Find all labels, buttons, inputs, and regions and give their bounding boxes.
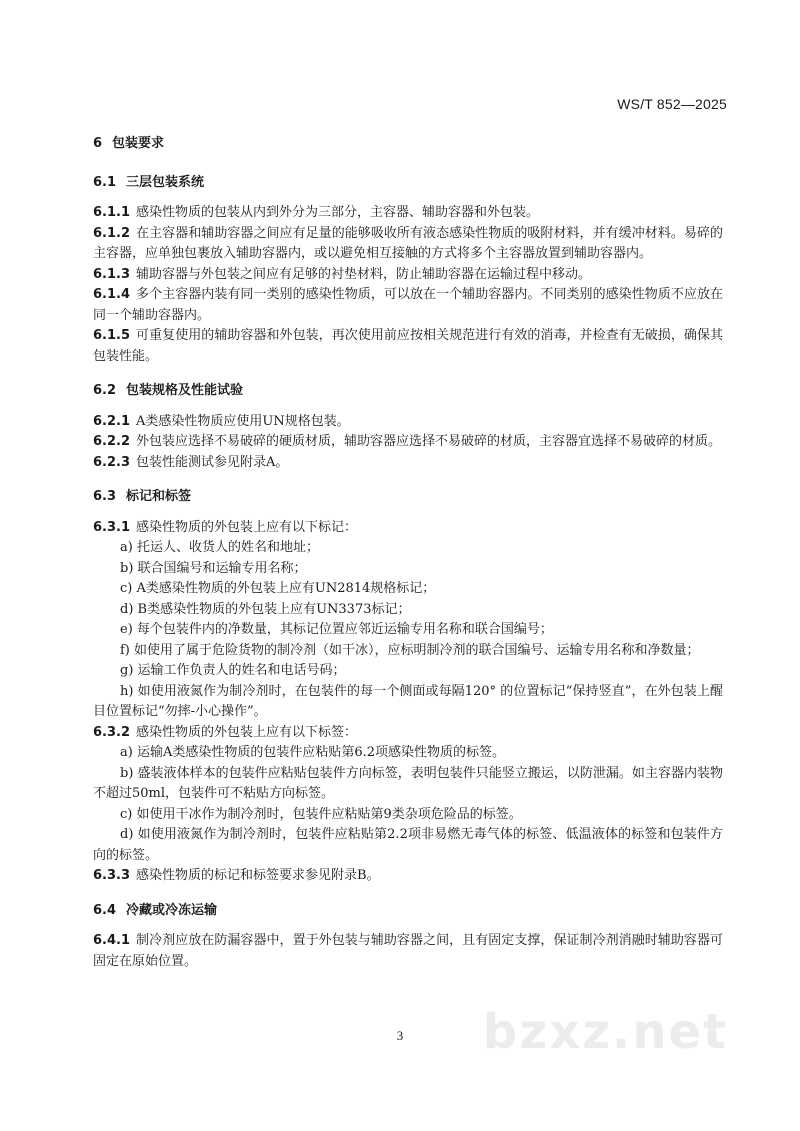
clause-6-3-2 <box>93 723 723 744</box>
clause-6-2-1 <box>93 412 723 433</box>
clause-number: 6.2.1 <box>93 413 131 429</box>
subsection-title: 冷藏或冷冻运输 <box>126 902 218 918</box>
clause-6-2-3 <box>93 453 723 474</box>
standard-code: WS/T 852—2025 <box>617 96 727 112</box>
clause-text: 感染性物质的外包装上应有以下标记： <box>136 519 358 535</box>
clause-number: 6.1.3 <box>93 266 131 282</box>
list-item: b) 联合国编号和运输专用名称； <box>120 560 307 576</box>
clause-text: 多个主容器内装有同一类别的感染性物质，可以放在一个辅助容器内。不同类别的感染性物质不应放在同一个辅助容器内。 <box>93 287 723 323</box>
clause-number: 6.3.1 <box>93 519 131 535</box>
clause-number: 6.3.3 <box>93 868 131 883</box>
clause-text: 包装性能测试参见附录A。 <box>136 454 289 470</box>
clause-number: 6.3.2 <box>93 724 131 740</box>
clause-number: 6.2.2 <box>93 434 131 449</box>
subsection-heading-6-2 <box>93 381 723 402</box>
clause-number: 6.1.1 <box>93 205 131 220</box>
list-item: h) 如使用液氮作为制冷剂时，在包装件的每一个侧面或每隔120° 的位置标记“保持竖直”，在外包装上醒目位置标记“勿摔-小心操作”。 <box>93 683 723 719</box>
list-item: c) 如使用干冰作为制冷剂时，包装件应粘贴第9类杂项危险品的标签。 <box>120 806 522 822</box>
clause-text: 在主容器和辅助容器之间应有足量的能够吸收所有液态感染性物质的吸附材料，并有缓冲材料。易碎的主容器，应单独包裹放入辅助容器内，或以避免相互接触的方式将多个主容器放置到辅助容器内。 <box>93 225 723 261</box>
clause-text: 感染性物质的包装从内到外分为三部分，主容器、辅助容器和外包装。 <box>136 205 540 220</box>
clause-number: 6.1.5 <box>93 328 131 343</box>
clause-6-4-1 <box>93 931 723 972</box>
document-body <box>93 134 723 972</box>
list-item: b) 盛装液体样本的包装件应粘贴包装件方向标签，表明包装件只能竖立搬运，以防泄漏。如主容器内装物不超过50ml，包装件可不粘贴方向标签。 <box>93 765 723 801</box>
list-item: c) A类感染性物质的外包装上应有UN2814规格标记； <box>120 581 436 596</box>
list-item: g) 运输工作负责人的姓名和电话号码； <box>120 663 346 678</box>
clause-text: 制冷剂应放在防漏容器中，置于外包装与辅助容器之间，且有固定支撑，保证制冷剂消融时辅助容器可固定在原始位置。 <box>93 933 723 969</box>
list-item: e) 每个包装件内的净数量，其标记位置应邻近运输专用名称和联合国编号； <box>120 622 553 637</box>
subsection-title: 标记和标签 <box>126 489 192 504</box>
subsection-heading-6-3 <box>93 487 723 508</box>
section-number: 6 <box>93 136 103 151</box>
section-title: 包装要求 <box>112 136 165 151</box>
subsection-title: 包装规格及性能试验 <box>126 383 244 398</box>
subsection-number: 6.2 <box>93 383 117 398</box>
clause-6-3-1 <box>93 518 723 539</box>
list-item: a) 运输A类感染性物质的包装件应粘贴第6.2项感染性物质的标签。 <box>120 745 506 760</box>
list-item: f) 如使用了属于危险货物的制冷剂（如干冰），应标明制冷剂的联合国编号、运输专用名称和净数量； <box>120 642 700 658</box>
clause-number: 6.1.4 <box>93 287 131 302</box>
clause-text: 辅助容器与外包装之间应有足够的衬垫材料，防止辅助容器在运输过程中移动。 <box>136 266 592 282</box>
clause-text: 感染性物质的标记和标签要求参见附录B。 <box>136 868 380 883</box>
clause-6-1-4 <box>93 285 723 326</box>
list-item: d) 如使用液氮作为制冷剂时，包装件应粘贴第2.2项非易燃无毒气体的标签、低温液体的标签和包装件方向的标签。 <box>93 827 723 863</box>
clause-text: 外包装应选择不易破碎的硬质材质，辅助容器应选择不易破碎的材质，主容器宜选择不易破碎的材质。 <box>136 434 722 449</box>
clause-text: A类感染性物质应使用UN规格包装。 <box>136 413 350 429</box>
clause-number: 6.4.1 <box>93 933 131 948</box>
clause-number: 6.1.2 <box>93 225 131 241</box>
list-item: d) B类感染性物质的外包装上应有UN3373标记； <box>120 601 411 617</box>
clause-6-3-3 <box>93 866 723 887</box>
list-item: a) 托运人、收货人的姓名和地址； <box>120 540 319 555</box>
clause-6-1-5 <box>93 326 723 367</box>
subsection-number: 6.4 <box>93 902 117 918</box>
subsection-number: 6.3 <box>93 489 117 504</box>
clause-6-2-2 <box>93 432 723 453</box>
clause-6-1-2 <box>93 224 723 265</box>
section-heading <box>93 134 723 155</box>
clause-text: 感染性物质的外包装上应有以下标签： <box>136 724 358 740</box>
subsection-number: 6.1 <box>93 174 117 190</box>
subsection-heading-6-4 <box>93 901 723 922</box>
subsection-heading-6-1 <box>93 173 723 194</box>
watermark: bzxz.net <box>482 1004 728 1060</box>
clause-number: 6.2.3 <box>93 454 131 470</box>
clause-text: 可重复使用的辅助容器和外包装，再次使用前应按相关规范进行有效的消毒，并检查有无破损，确保其包装性能。 <box>93 328 723 364</box>
page-number: 3 <box>396 1028 404 1043</box>
clause-6-1-3 <box>93 265 723 286</box>
clause-6-1-1 <box>93 203 723 224</box>
subsection-title: 三层包装系统 <box>126 174 205 190</box>
